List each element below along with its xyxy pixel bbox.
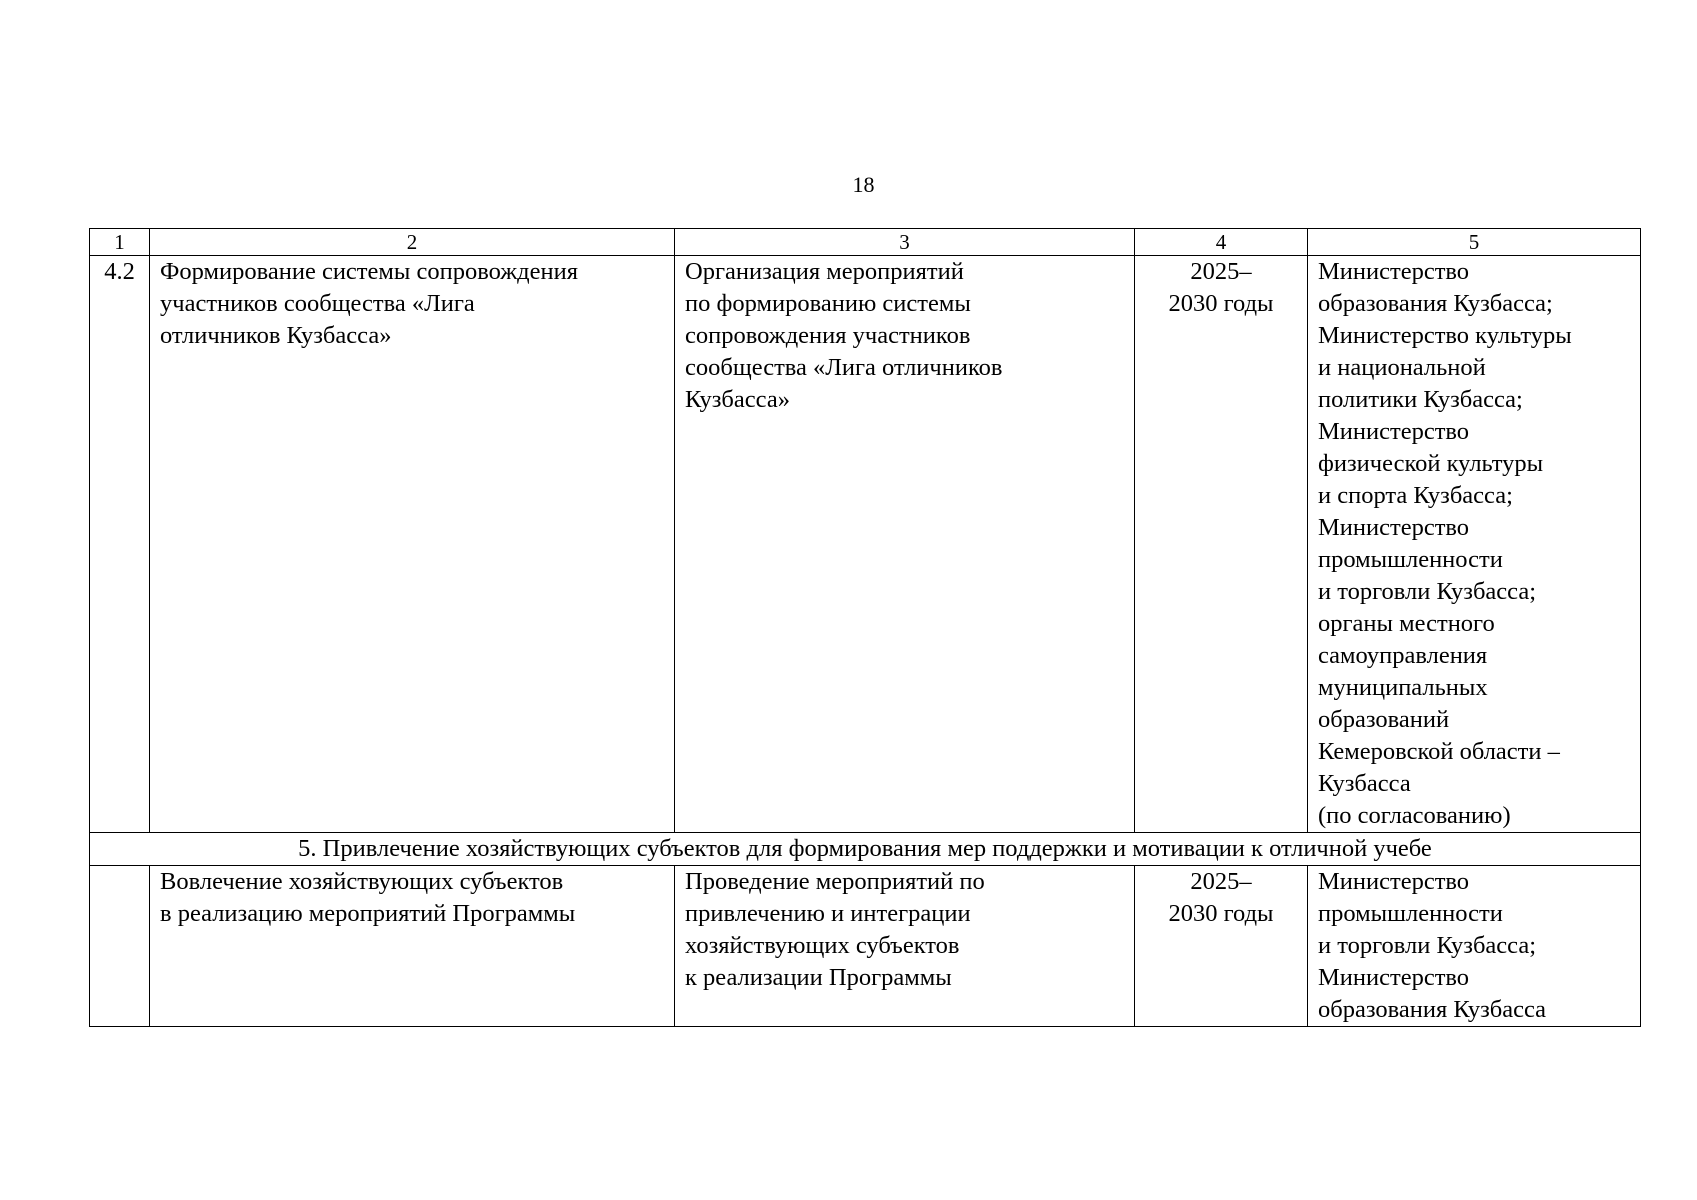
- responsible-cell: [1308, 866, 1641, 1027]
- responsible-text-line: органы местного: [1318, 610, 1495, 637]
- period-text-line: 2030 годы: [1168, 900, 1274, 927]
- responsible-text-line: образования Кузбасса;: [1318, 290, 1553, 317]
- task-cell: [150, 256, 675, 833]
- section-heading: 5. Привлечение хозяйствующих субъектов для формирования мер поддержки и мотивации к отличной учебе: [90, 833, 1641, 866]
- activity-text-line: по формированию системы: [685, 290, 971, 317]
- activity-text-line: хозяйствующих субъектов: [685, 932, 960, 959]
- responsible-text-line: физической культуры: [1318, 450, 1544, 477]
- responsible-text-line: Министерство культуры: [1318, 322, 1572, 349]
- column-number-2: 2: [150, 229, 675, 256]
- period-text-line: 2025–: [1190, 868, 1252, 895]
- responsible-text-line: политики Кузбасса;: [1318, 386, 1523, 413]
- responsible-text-line: промышленности: [1318, 900, 1503, 927]
- responsible-text-line: и торговли Кузбасса;: [1318, 578, 1537, 605]
- responsible-text-line: Министерство: [1318, 418, 1470, 445]
- activity-cell: [675, 256, 1135, 833]
- responsible-text-line: Кемеровской области –: [1318, 738, 1560, 765]
- period-text-line: 2030 годы: [1168, 290, 1274, 317]
- activity-text-line: сопровождения участников: [685, 322, 971, 349]
- responsible-text-line: (по согласованию): [1318, 802, 1511, 829]
- activity-text-line: сообщества «Лига отличников: [685, 354, 1003, 381]
- responsible-text-line: образований: [1318, 706, 1450, 733]
- responsible-text-line: образования Кузбасса: [1318, 996, 1547, 1023]
- row-number: [90, 866, 150, 1027]
- responsible-text-line: Министерство: [1318, 258, 1470, 285]
- activity-text-line: привлечению и интеграции: [685, 900, 971, 927]
- responsible-text-line: и национальной: [1318, 354, 1486, 381]
- column-number-3: 3: [675, 229, 1135, 256]
- period-cell: [1135, 866, 1308, 1027]
- page-number: 18: [852, 172, 875, 197]
- responsible-text-line: Министерство: [1318, 868, 1470, 895]
- task-text-line: участников сообщества «Лига: [160, 290, 475, 317]
- activity-text-line: Проведение мероприятий по: [685, 868, 985, 895]
- column-number-row: [90, 229, 1641, 256]
- activity-cell: [675, 866, 1135, 1027]
- column-number-5: 5: [1308, 229, 1641, 256]
- table-row: [90, 256, 1641, 833]
- responsible-text-line: муниципальных: [1318, 674, 1488, 701]
- task-text-line: Вовлечение хозяйствующих субъектов: [160, 868, 564, 895]
- responsible-text-line: самоуправления: [1318, 642, 1488, 669]
- column-number-1: 1: [90, 229, 150, 256]
- responsible-text-line: Кузбасса: [1318, 770, 1411, 797]
- responsible-text-line: Министерство: [1318, 964, 1470, 991]
- activity-text-line: Кузбасса»: [685, 386, 790, 413]
- responsible-text-line: Министерство: [1318, 514, 1470, 541]
- column-number-4: 4: [1135, 229, 1308, 256]
- responsible-text-line: промышленности: [1318, 546, 1503, 573]
- measures-table: [89, 228, 1641, 1027]
- activity-text-line: к реализации Программы: [685, 964, 952, 991]
- task-cell: [150, 866, 675, 1027]
- responsible-text-line: и торговли Кузбасса;: [1318, 932, 1537, 959]
- period-text-line: 2025–: [1190, 258, 1252, 285]
- row-number: 4.2: [90, 256, 150, 833]
- task-text-line: Формирование системы сопровождения: [160, 258, 579, 285]
- period-cell: [1135, 256, 1308, 833]
- section-heading-row: [90, 833, 1641, 866]
- activity-text-line: Организация мероприятий: [685, 258, 964, 285]
- task-text-line: отличников Кузбасса»: [160, 322, 392, 349]
- responsible-cell: [1308, 256, 1641, 833]
- table-row: [90, 866, 1641, 1027]
- task-text-line: в реализацию мероприятий Программы: [160, 900, 576, 927]
- responsible-text-line: и спорта Кузбасса;: [1318, 482, 1513, 509]
